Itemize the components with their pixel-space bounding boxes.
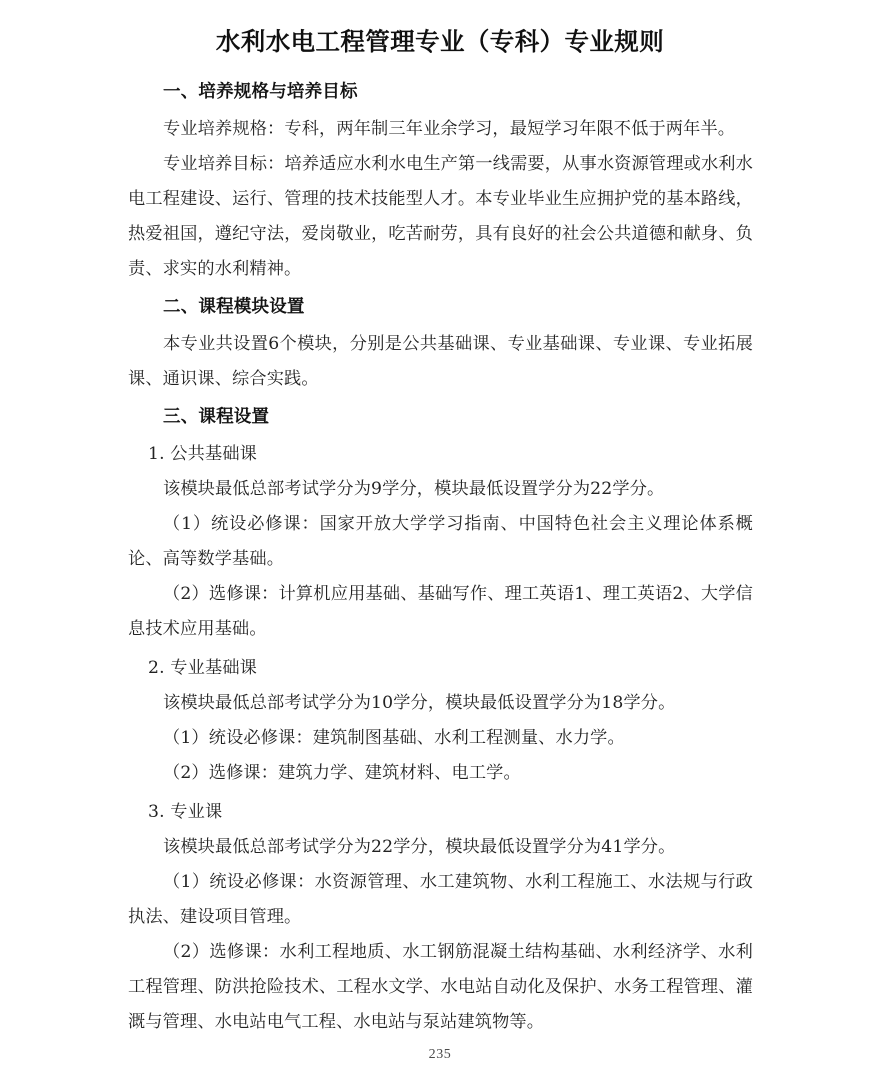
- module-3-required-courses: （1）统设必修课：水资源管理、水工建筑物、水利工程施工、水法规与行政执法、建设项目管理。: [128, 872, 753, 927]
- module-2-elective-courses: （2）选修课：建筑力学、建筑材料、电工学。: [163, 763, 521, 783]
- module-3-elective-courses: （2）选修课：水利工程地质、水工钢筋混凝土结构基础、水利经济学、水利工程管理、防洪抢险技术、工程水文学、水电站自动化及保护、水务工程管理、灌溉与管理、水电站电气工程、水电站与泵站建筑物等。: [128, 942, 753, 1032]
- page-number: 235: [428, 1047, 452, 1062]
- section-heading-3: 三、课程设置: [163, 406, 270, 426]
- section-heading-2: 二、课程模块设置: [163, 296, 305, 316]
- section-1-paragraph-1: 专业培养规格：专科，两年制三年业余学习，最短学习年限不低于两年半。: [163, 119, 736, 139]
- document-body: [128, 74, 753, 1040]
- module-1-required-courses: （1）统设必修课：国家开放大学学习指南、中国特色社会主义理论体系概论、高等数学基础。: [128, 514, 753, 569]
- module-1-elective-courses: （2）选修课：计算机应用基础、基础写作、理工英语1、理工英语2、大学信息技术应用基础。: [128, 584, 753, 639]
- module-3-credits: 该模块最低总部考试学分为22学分，模块最低设置学分为41学分。: [163, 837, 676, 857]
- module-3-title: 3. 专业课: [148, 802, 223, 822]
- module-2-required-courses: （1）统设必修课：建筑制图基础、水利工程测量、水力学。: [163, 728, 625, 748]
- module-1-credits: 该模块最低总部考试学分为9学分，模块最低设置学分为22学分。: [163, 479, 665, 499]
- module-1-title: 1. 公共基础课: [148, 444, 257, 464]
- module-2-title: 2. 专业基础课: [148, 658, 257, 678]
- section-heading-1: 一、培养规格与培养目标: [163, 81, 358, 101]
- page-title: 水利水电工程管理专业（专科）专业规则: [215, 29, 665, 56]
- section-1-paragraph-2: 专业培养目标：培养适应水利水电生产第一线需要，从事水资源管理或水利水电工程建设、运行、管理的技术技能型人才。本专业毕业生应拥护党的基本路线，热爱祖国，遵纪守法，爱岗敬业，吃苦耐劳，具有良好的社会公共道德和献身、负责、求实的水利精神。: [128, 154, 753, 279]
- section-2-paragraph-1: 本专业共设置6个模块，分别是公共基础课、专业基础课、专业课、专业拓展课、通识课、综合实践。: [128, 334, 753, 389]
- module-2-credits: 该模块最低总部考试学分为10学分，模块最低设置学分为18学分。: [163, 693, 676, 713]
